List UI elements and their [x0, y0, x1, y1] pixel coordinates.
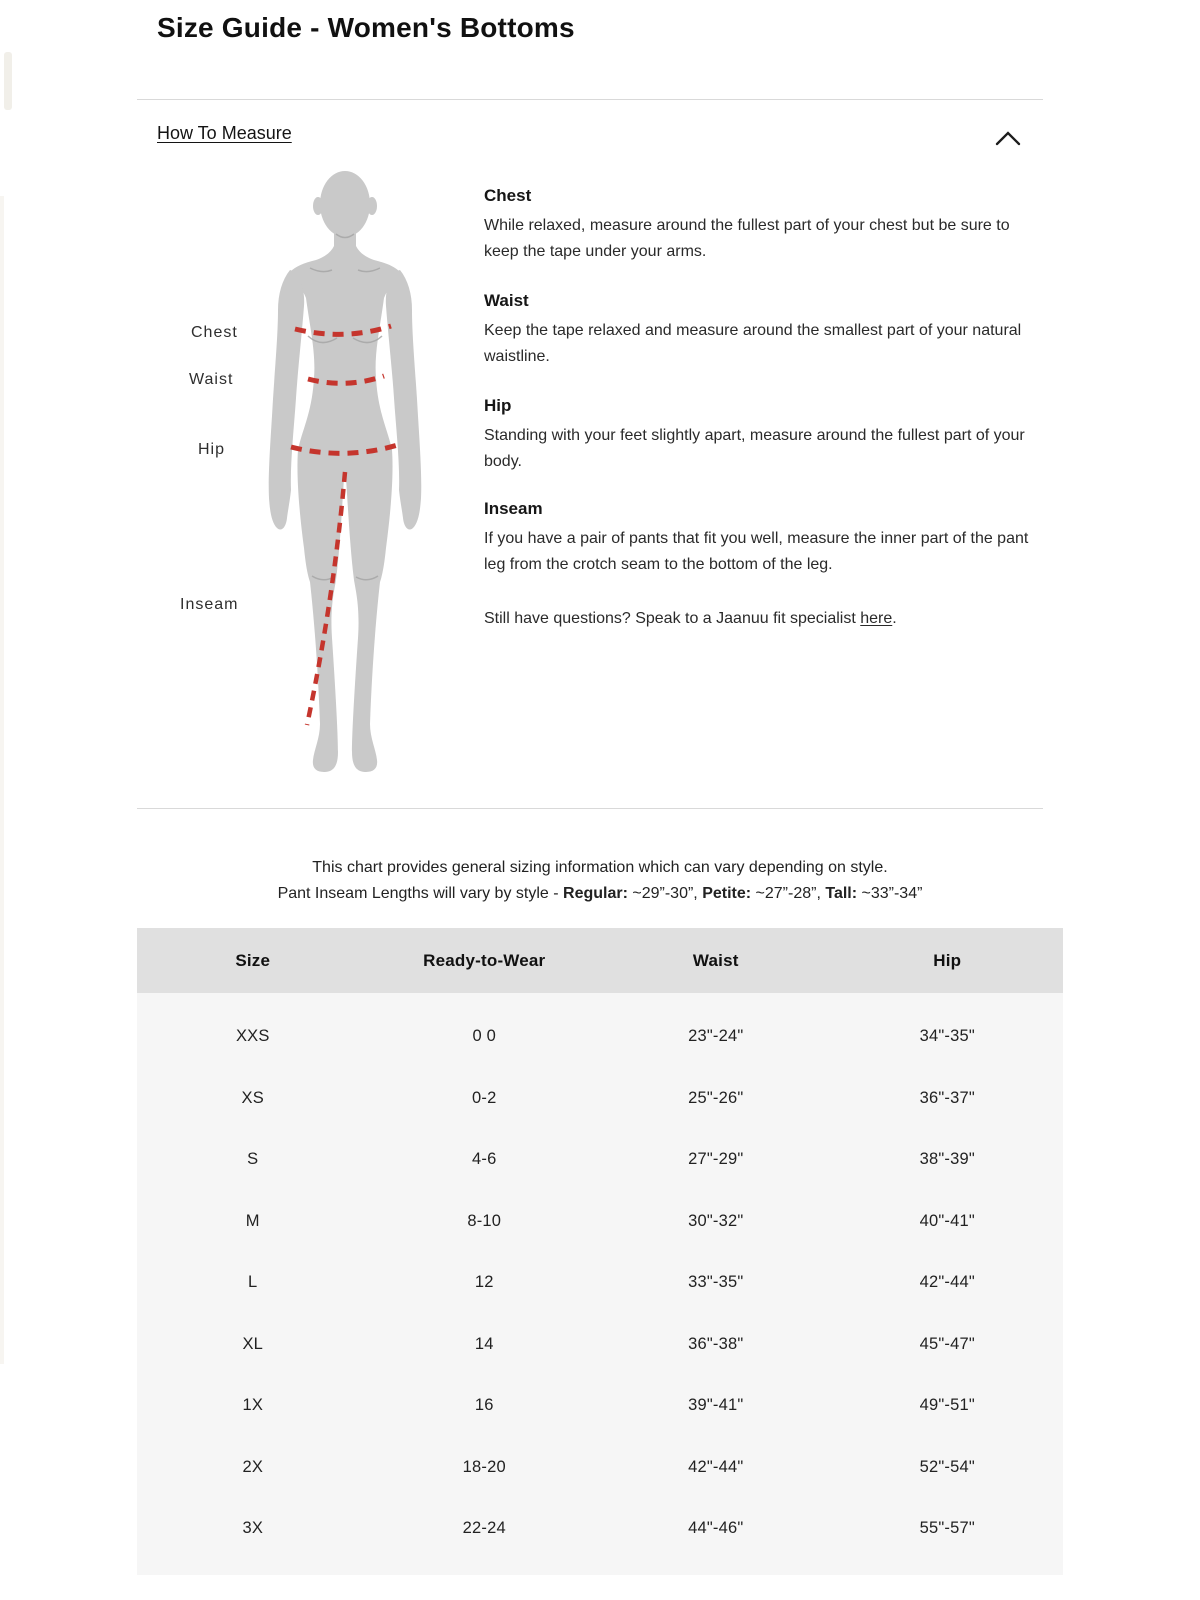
section-inseam [484, 499, 1029, 578]
sizing-note-line1: This chart provides general sizing information which can vary depending on style. [312, 859, 888, 876]
waist-cell: 23"-24" [688, 1027, 744, 1046]
body-silhouette [269, 171, 422, 772]
section-hip [484, 396, 1029, 475]
size-cell: 3X [242, 1519, 264, 1538]
divider [137, 99, 1043, 100]
rtw-cell: 22-24 [462, 1519, 506, 1538]
size-cell: XS [241, 1088, 264, 1107]
note-segment: ~33”-34” [857, 885, 923, 902]
hip-cell: 42"-44" [919, 1273, 975, 1292]
fit-specialist-line [484, 606, 1029, 632]
size-cell: M [245, 1211, 260, 1230]
table-row-2x [137, 1437, 1063, 1499]
section-waist [484, 291, 1029, 370]
rtw-cell: 18-20 [462, 1457, 506, 1476]
note-segment-regular: Regular: [563, 885, 628, 902]
section-title: Waist [484, 291, 529, 310]
section-body: If you have a pair of pants that fit you well, measure the inner part of the pant leg from the crotch seam to the bottom of the leg. [484, 530, 1029, 573]
size-cell: XXS [235, 1027, 270, 1046]
waist-cell: 30"-32" [688, 1211, 744, 1230]
table-row-l [137, 1252, 1063, 1314]
rtw-cell: 12 [474, 1273, 494, 1292]
rtw-cell: 14 [474, 1334, 494, 1353]
how-to-measure-toggle[interactable]: How To Measure [157, 123, 292, 143]
section-chest [484, 186, 1029, 265]
table-row-3x [137, 1498, 1063, 1560]
diagram-label-chest: Chest [191, 324, 238, 341]
fit-specialist-suffix: . [892, 610, 897, 627]
size-table-body [137, 993, 1063, 1575]
waist-cell: 39"-41" [688, 1396, 744, 1415]
size-cell: XL [242, 1334, 264, 1353]
page-title: Size Guide - Women's Bottoms [157, 12, 575, 43]
note-segment-tall: Tall: [825, 885, 858, 902]
diagram-label-inseam: Inseam [180, 596, 239, 613]
table-row-xs [137, 1068, 1063, 1130]
body-measurement-diagram [250, 168, 450, 780]
hip-cell: 49"-51" [919, 1396, 975, 1415]
rtw-cell: 8-10 [467, 1211, 502, 1230]
rtw-cell: 4-6 [472, 1150, 497, 1169]
section-title: Chest [484, 186, 532, 205]
table-row-1x [137, 1375, 1063, 1437]
waist-cell: 27"-29" [688, 1150, 744, 1169]
header-size: Size [235, 950, 271, 970]
section-title: Inseam [484, 499, 543, 518]
diagram-label-hip: Hip [198, 441, 226, 458]
size-cell: 2X [242, 1457, 264, 1476]
hip-cell: 38"-39" [919, 1150, 975, 1169]
hip-cell: 55"-57" [919, 1519, 975, 1538]
waist-cell: 36"-38" [688, 1334, 744, 1353]
waist-cell: 42"-44" [688, 1457, 744, 1476]
rtw-cell: 0 0 [472, 1027, 497, 1046]
section-title: Hip [484, 396, 512, 415]
waist-cell: 25"-26" [688, 1088, 744, 1107]
size-cell: S [247, 1150, 259, 1169]
size-cell: L [248, 1273, 258, 1292]
waist-cell: 44"-46" [688, 1519, 744, 1538]
page-edge-artifact [0, 196, 4, 1364]
table-row-m [137, 1191, 1063, 1253]
note-segment: Pant Inseam Lengths will vary by style - [277, 885, 564, 902]
diagram-label-waist: Waist [189, 371, 234, 388]
size-table [137, 928, 1063, 1575]
hip-cell: 34"-35" [919, 1027, 975, 1046]
section-body: While relaxed, measure around the fullest part of your chest but be sure to keep the tape under your arms. [484, 217, 1010, 260]
table-row-xl [137, 1314, 1063, 1376]
header-ready-to-wear: Ready-to-Wear [423, 950, 546, 970]
rtw-cell: 16 [474, 1396, 494, 1415]
rtw-cell: 0-2 [472, 1088, 497, 1107]
chevron-up-icon[interactable] [993, 129, 1023, 149]
fit-specialist-text: Still have questions? Speak to a Jaanuu fit specialist [484, 610, 861, 627]
header-hip: Hip [933, 950, 962, 970]
table-row-xxs [137, 1006, 1063, 1068]
waist-cell: 33"-35" [688, 1273, 744, 1292]
section-body: Keep the tape relaxed and measure around the smallest part of your natural waistline. [484, 322, 1022, 365]
divider [137, 808, 1043, 809]
hip-cell: 45"-47" [919, 1334, 975, 1353]
page-edge-artifact [4, 52, 12, 110]
hip-cell: 52"-54" [919, 1457, 975, 1476]
note-segment: ~27”-28”, [751, 885, 826, 902]
size-cell: 1X [242, 1396, 264, 1415]
size-table-header [137, 928, 1063, 993]
table-row-s [137, 1129, 1063, 1191]
hip-cell: 36"-37" [919, 1088, 975, 1107]
header-waist: Waist [692, 950, 739, 970]
section-body: Standing with your feet slightly apart, measure around the fullest part of your body. [484, 427, 1025, 470]
sizing-note-line2 [130, 881, 1070, 907]
hip-cell: 40"-41" [919, 1211, 975, 1230]
fit-specialist-link[interactable]: here [860, 610, 893, 627]
note-segment-petite: Petite: [702, 885, 752, 902]
note-segment: ~29”-30”, [627, 885, 703, 902]
